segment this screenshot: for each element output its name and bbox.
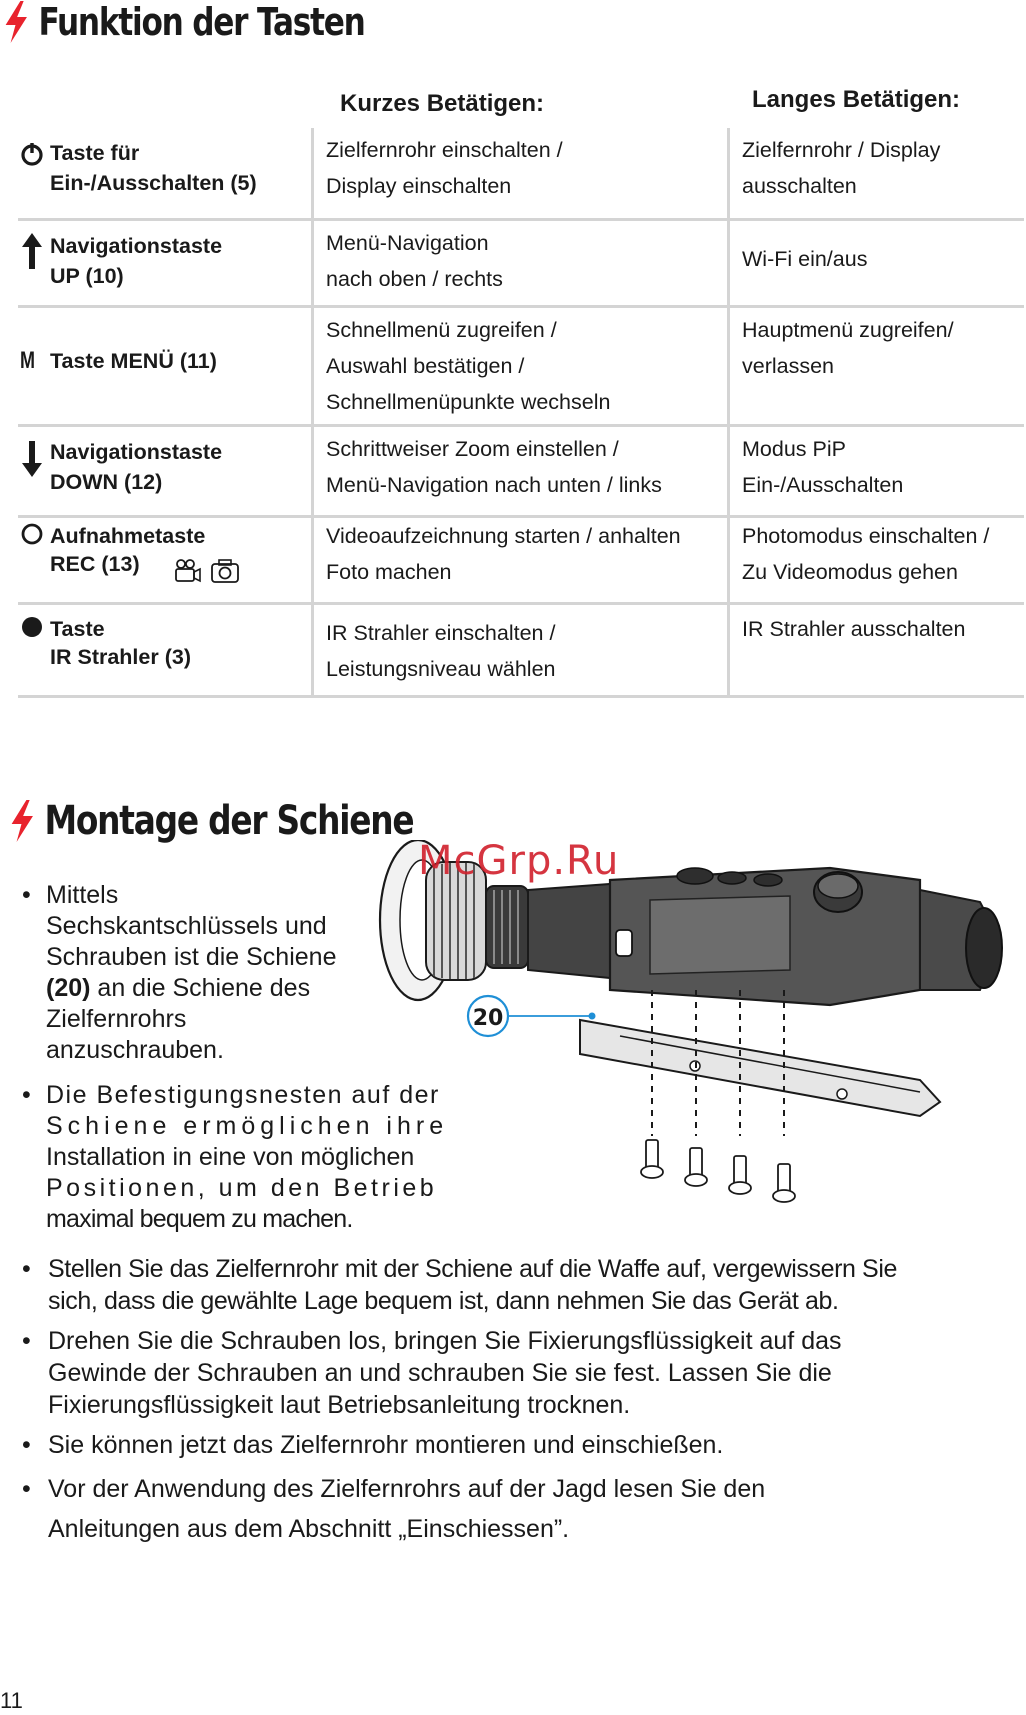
short-press-cell: Menü-Navigation nach oben / rechts — [314, 221, 730, 305]
camera-icon — [210, 558, 240, 584]
list-item: • Vor der Anwendung des Zielfernrohrs auf der Jagd lesen Sie den Anleitungen aus dem Abschnitt „Einschiessen”. — [22, 1475, 766, 1543]
section-title-montage — [10, 798, 413, 844]
table-row — [18, 221, 1024, 308]
long-press-cell: Hauptmenü zugreifen/ verlassen — [742, 318, 954, 378]
long-press-cell: Modus PiP Ein-/Ausschalten — [742, 437, 904, 497]
list-item: • Drehen Sie die Schrauben los, bringen Sie Fixierungsflüssigkeit auf das Gewinde der Schrauben an und schrauben Sie sie fest. Lassen Sie die Fixierungsflüssigkeit laut Betriebsanleitung trocknen. — [22, 1327, 842, 1419]
key-cell: Taste IR Strahler (3) — [18, 605, 314, 695]
page-number: 11 — [0, 1688, 23, 1713]
table-row — [18, 308, 1024, 427]
rec-mode-icons — [172, 558, 240, 584]
table-row — [18, 427, 1024, 518]
key-cell: Aufnahmetaste REC (13) — [18, 518, 314, 602]
table-row — [18, 518, 1024, 605]
list-item: • Stellen Sie das Zielfernrohr mit der Schiene auf die Waffe auf, vergewissern Sie sich, dass die gewählte Lage bequem ist, dann nehmen Sie das Gerät ab. — [22, 1255, 897, 1315]
short-press-cell: Zielfernrohr einschalten / Display einschalten — [314, 128, 730, 218]
watermark: McGrp.Ru — [418, 838, 620, 884]
long-press-cell: Zielfernrohr / Display ausschalten — [742, 138, 941, 198]
key-cell: Navigationstaste UP (10) — [18, 221, 314, 305]
menu-m-icon: M — [20, 347, 35, 374]
mounting-instructions-top — [22, 880, 472, 1249]
short-press-cell: Videoaufzeichnung starten / anhalten Foto machen — [314, 518, 730, 602]
key-cell: Taste für Ein-/Ausschalten (5) — [18, 128, 314, 218]
long-press-cell: IR Strahler ausschalten — [742, 617, 966, 641]
short-press-cell: Schnellmenü zugreifen / Auswahl bestätigen / Schnellmenüpunkte wechseln — [314, 308, 730, 424]
short-press-cell: IR Strahler einschalten / Leistungsniveau wählen — [314, 605, 730, 695]
filled-circle-icon — [20, 615, 44, 639]
video-camera-icon — [172, 558, 202, 584]
lightning-bolt-icon — [10, 800, 35, 842]
callout-20-label: 20 — [472, 1006, 504, 1031]
arrow-up-icon — [20, 231, 44, 271]
table-row — [18, 605, 1024, 698]
column-header-short: Kurzes Betätigen: — [340, 90, 545, 117]
table-row — [18, 128, 1024, 221]
mounting-instructions-bottom — [22, 1253, 1022, 1557]
section-title-funktion — [4, 0, 365, 44]
key-cell: M Taste MENÜ (11) — [18, 308, 314, 424]
page-title: Funktion der Tasten — [38, 0, 365, 44]
power-icon — [20, 140, 44, 168]
lightning-bolt-icon — [4, 1, 29, 43]
column-header-long: Langes Betätigen: — [752, 86, 961, 113]
list-item: • Sie können jetzt das Zielfernrohr montieren und einschießen. — [22, 1431, 724, 1459]
short-press-cell: Schrittweiser Zoom einstellen / Menü-Navigation nach unten / links — [314, 427, 730, 515]
long-press-cell: Photomodus einschalten / Zu Videomodus gehen — [742, 524, 990, 584]
record-ring-icon — [20, 522, 44, 546]
button-function-table — [18, 128, 1024, 698]
long-press-cell: Wi-Fi ein/aus — [742, 247, 868, 271]
section-heading: Montage der Schiene — [44, 798, 414, 844]
arrow-down-icon — [20, 439, 44, 479]
list-item: • Mittels Sechskantschlüssels und Schrauben ist die Schiene (20) an die Schiene des Zielfernrohrs anzuschrauben. — [22, 881, 337, 1064]
list-item: • Die Befestigungsnesten auf der Schiene ermöglichen ihre Installation in eine von möglichen Positionen, um den Betrieb maximal bequem zu machen. — [22, 1081, 449, 1233]
key-cell: Navigationstaste DOWN (12) — [18, 427, 314, 515]
